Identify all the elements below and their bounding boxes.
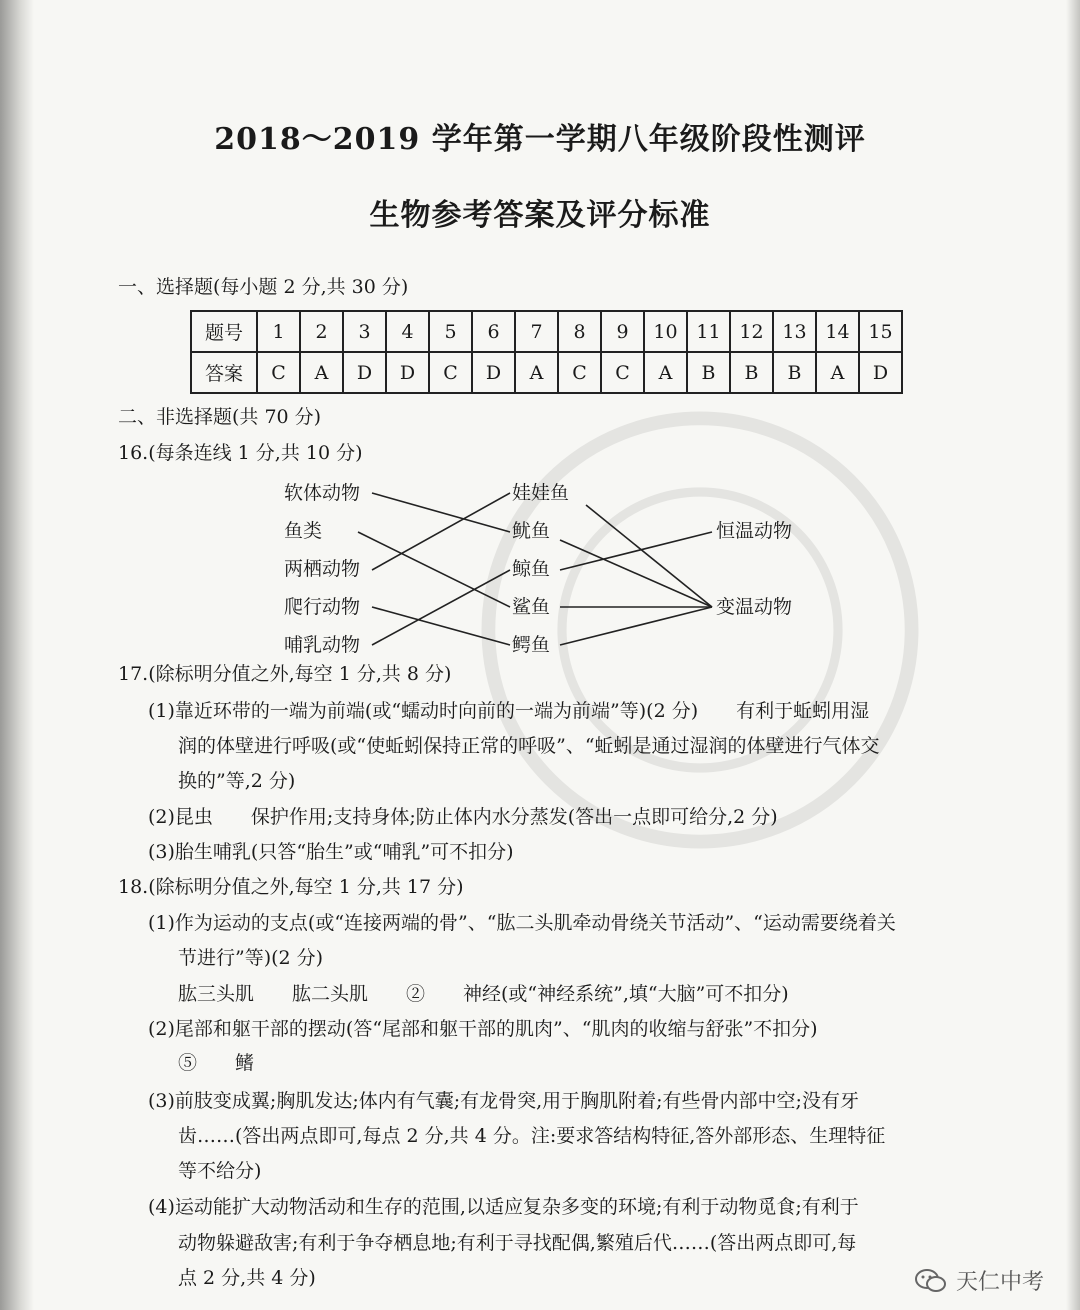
left-item: 哺乳动物 xyxy=(284,634,361,656)
question-number: 4 xyxy=(386,311,429,352)
q18-line: 齿……(答出两点即可,每点 2 分,共 4 分。注:要求答结构特征,答外部形态、生理特征 xyxy=(178,1125,886,1147)
q18-line: 动物躲避敌害;有利于争夺栖息地;有利于寻找配偶,繁殖后代……(答出两点即可,每 xyxy=(178,1232,857,1254)
q18-heading: 18.(除标明分值之外,每空 1 分,共 17 分) xyxy=(118,876,464,898)
q18-line: (2)尾部和躯干部的摆动(答“尾部和躯干部的肌肉”、“肌肉的收缩与舒张”不扣分) xyxy=(148,1018,818,1040)
question-number: 13 xyxy=(773,311,816,352)
q18-line: ⑤ 鳍 xyxy=(178,1052,255,1074)
doc-title-line1: 2018～2019 学年第一学期八年级阶段性测评 xyxy=(214,122,866,157)
q18-line: 等不给分) xyxy=(178,1160,262,1182)
row-header-answer: 答案 xyxy=(191,352,257,393)
question-number: 8 xyxy=(558,311,601,352)
question-number: 9 xyxy=(601,311,644,352)
answer-cell: B xyxy=(773,352,816,393)
q18-line: 点 2 分,共 4 分) xyxy=(178,1267,316,1289)
link-line xyxy=(586,505,712,607)
answer-cell: C xyxy=(558,352,601,393)
q18-line: (3)前肢变成翼;胸肌发达;体内有气囊;有龙骨突,用于胸肌附着;有些骨内部中空;没有牙 xyxy=(148,1090,859,1112)
link-line xyxy=(372,493,510,570)
link-line xyxy=(358,532,510,607)
doc-title-line2: 生物参考答案及评分标准 xyxy=(369,198,711,233)
question-number: 2 xyxy=(300,311,343,352)
answer-cell: A xyxy=(816,352,859,393)
question-number: 12 xyxy=(730,311,773,352)
question-number: 14 xyxy=(816,311,859,352)
section2-heading: 二、非选择题(共 70 分) xyxy=(118,406,322,428)
link-line xyxy=(560,607,712,645)
middle-item: 鲨鱼 xyxy=(512,596,551,618)
wechat-icon xyxy=(914,1268,948,1294)
answer-cell: C xyxy=(601,352,644,393)
answer-cell: C xyxy=(429,352,472,393)
right-item: 恒温动物 xyxy=(716,520,793,542)
q17-heading: 17.(除标明分值之外,每空 1 分,共 8 分) xyxy=(118,663,452,685)
question-number: 7 xyxy=(515,311,558,352)
answer-cell: B xyxy=(687,352,730,393)
q17-line: (2)昆虫 保护作用;支持身体;防止体内水分蒸发(答出一点即可给分,2 分) xyxy=(148,806,778,828)
q17-line: (3)胎生哺乳(只答“胎生”或“哺乳”可不扣分) xyxy=(148,841,514,863)
link-line xyxy=(372,607,510,645)
link-line xyxy=(560,540,712,607)
question-number: 11 xyxy=(687,311,730,352)
question-number: 10 xyxy=(644,311,687,352)
q18-line: (1)作为运动的支点(或“连接两端的骨”、“肱二头肌牵动骨绕关节活动”、“运动需要绕着关 xyxy=(148,912,896,934)
middle-item: 鱿鱼 xyxy=(512,520,551,542)
answer-cell: D xyxy=(859,352,902,393)
answer-cell: B xyxy=(730,352,773,393)
row-header-number: 题号 xyxy=(191,311,257,352)
footer-brand xyxy=(914,1265,1044,1296)
question-number: 3 xyxy=(343,311,386,352)
answer-cell: C xyxy=(257,352,300,393)
footer-brand-label: 天仁中考 xyxy=(955,1270,1044,1295)
q18-line: (4)运动能扩大动物活动和生存的范围,以适应复杂多变的环境;有利于动物觅食;有利于 xyxy=(148,1196,859,1218)
middle-item: 鲸鱼 xyxy=(512,558,551,580)
left-item: 两栖动物 xyxy=(284,558,361,580)
right-item: 变温动物 xyxy=(716,596,793,618)
link-line xyxy=(560,532,712,570)
q18-line: 肱三头肌 肱二头肌 ② 神经(或“神经系统”,填“大脑”可不扣分) xyxy=(178,983,789,1005)
link-line xyxy=(372,493,510,532)
answer-cell: D xyxy=(343,352,386,393)
middle-item: 鳄鱼 xyxy=(512,634,551,656)
question-number: 1 xyxy=(257,311,300,352)
q17-line: (1)靠近环带的一端为前端(或“蠕动时向前的一端为前端”等)(2 分) 有利于蚯蚓用湿 xyxy=(148,700,870,722)
answer-cell: D xyxy=(386,352,429,393)
q17-line: 润的体壁进行呼吸(或“使蚯蚓保持正常的呼吸”、“蚯蚓是通过湿润的体壁进行气体交 xyxy=(178,735,880,757)
q16-heading: 16.(每条连线 1 分,共 10 分) xyxy=(118,442,363,464)
question-number: 15 xyxy=(859,311,902,352)
q18-line: 节进行”等)(2 分) xyxy=(178,947,324,969)
question-number: 5 xyxy=(429,311,472,352)
section1-heading: 一、选择题(每小题 2 分,共 30 分) xyxy=(118,276,409,298)
q17-line: 换的”等,2 分) xyxy=(178,770,296,792)
question-number: 6 xyxy=(472,311,515,352)
answer-cell: D xyxy=(472,352,515,393)
answer-cell: A xyxy=(300,352,343,393)
answer-cell: A xyxy=(644,352,687,393)
answer-cell: A xyxy=(515,352,558,393)
left-item: 鱼类 xyxy=(284,520,323,542)
middle-item: 娃娃鱼 xyxy=(512,482,570,504)
link-line xyxy=(372,570,510,645)
left-item: 软体动物 xyxy=(284,482,361,504)
left-item: 爬行动物 xyxy=(284,596,361,618)
